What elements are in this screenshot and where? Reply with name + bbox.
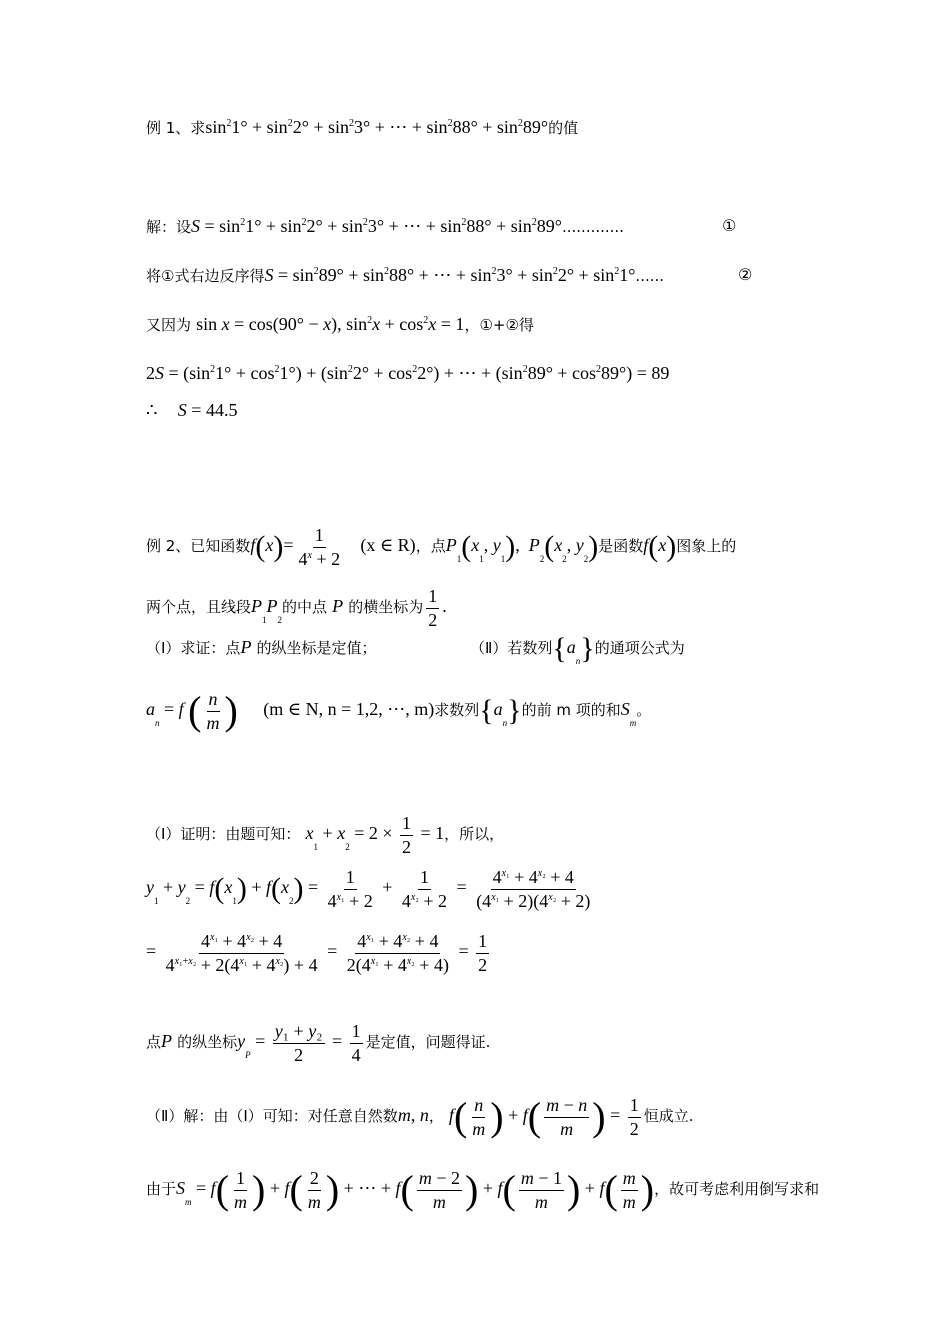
proof-part1-line-2: $y_1 + y_2 = f(x_1) + f(x_2)$ = $\frac{1}{4^{x_1} + 2}$ + $\frac{1}{4^{x_2} + 2}$ = $\frac{4^{x_1} + 4^{x_2} + 4}{(4^{x_1} + 2)(4^{x_2} + 2)}$	[146, 867, 591, 911]
reversed-sum: $S = \sin^289^\circ + \sin^288^\circ$ + ⋯ + $\sin^23^\circ + \sin^22^\circ + \sin^21^\circ$	[264, 265, 636, 285]
example1-title: 例 1、求$\sin^21^\circ + \sin^22^\circ + \sin^23^\circ$ + ⋯ + $\sin^288^\circ + \sin^289^\circ$的值	[146, 117, 579, 137]
equation-mark-1: ①	[722, 216, 737, 235]
example2-line-2: 两个点，且线段$P_1P_2$的中点 P 的横坐标为 $\frac{1}{2}$ .	[146, 586, 447, 630]
sum-definition: $S = \sin^21^\circ + \sin^22^\circ + \sin^23^\circ$ + ⋯ + $\sin^288^\circ + \sin^289^\circ$	[191, 216, 562, 236]
identity: sin x = cos(90° − x), $\sin^2x + \cos^2x = 1$	[196, 314, 465, 334]
proof-part1-conclusion: 点P 的纵坐标$y_P$ = $\frac{\text{y₁ + y₂}}{2}$ = $\frac{1}{4}$ 是定值，问题得证.	[146, 1021, 491, 1065]
therefore-symbol: ∴	[146, 400, 158, 420]
solution-line-4	[146, 364, 669, 382]
solution-part2-line-1: （Ⅱ）解：由（Ⅰ）可知：对任意自然数m, n， f( $\frac{n}{m}$ ) + f( $\frac{m - n}{m}$ ) = $\frac{1}{2}$ 恒成立.	[146, 1094, 694, 1139]
example2-title: 例 2、已知函数f(x)= $\frac{1}{4^x + 2}$ (x ∈ R)，点$P_1(x_1$, $y_1$), $P_2(x_2$, $y_2$)是函数f(x)图象上的	[146, 525, 737, 569]
solution-line-3: 又因为 sin x = cos(90° − x), $\sin^2x + \cos^2x = 1$，①+②得	[146, 314, 534, 334]
condition: (m ∈ N, n = 1,2, ⋯, m)	[263, 699, 435, 720]
points: $P_1(x_1$, $y_1$), $P_2(x_2$, $y_2$)	[445, 530, 599, 565]
proof-part1-line-3: = $\frac{4^{x_1} + 4^{x_2} + 4}{4^{x_1+x_2} + 2(4^{x_1} + 4^{x_2}) + 4}$ = $\frac{4^{x_1} + 4^{x_2} + 4}{2(4^{x_1} + 4^{x_2} + 4)}$ = $\frac{1}{2}$	[146, 931, 488, 975]
domain: (x ∈ R)	[360, 535, 416, 556]
example2-question-2: （Ⅱ）若数列$\{a_n\}$的通项公式为	[470, 631, 685, 666]
solution-result: ∴ S = 44.5	[146, 400, 238, 420]
sequence-definition: $a_n = f$ ( $\frac{n}{m}$ ) (m ∈ N, n = 1,2, ⋯, m)求数列$\{a_n\}$的前 m 项的和$S_m$。	[146, 688, 652, 733]
doubled-sum: $2S = (\sin^21^\circ + \cos^21^\circ) + (\sin^22^\circ + \cos^22^\circ)$ + ⋯ + $(\sin^289^\circ + \cos^289^\circ) = 89$	[146, 363, 670, 383]
example2-questions: （Ⅰ）求证：点P 的纵坐标是定值；	[146, 637, 377, 657]
equation-mark-2: ②	[738, 265, 753, 284]
answer-value: 44.5	[205, 400, 238, 420]
example1-label: 例 1、求	[146, 119, 206, 137]
solution-line-1: 解：设$S = \sin^21^\circ + \sin^22^\circ + \sin^23^\circ$ + ⋯ + $\sin^288^\circ + \sin^289^\circ$.............	[146, 216, 624, 236]
proof-part1-line-1: （Ⅰ）证明：由题可知： $x_1 + x_2 = 2$ × $\frac{1}{2}$ = 1，所以，	[146, 813, 505, 857]
function-definition: f(x)= $\frac{1}{4^x + 2}$	[250, 525, 341, 569]
example1-expression: $\sin^21^\circ + \sin^22^\circ + \sin^23^\circ$ + ⋯ + $\sin^288^\circ + \sin^289^\circ$	[205, 117, 549, 137]
solution-line-2: 将①式右边反序得$S = \sin^289^\circ + \sin^288^\circ$ + ⋯ + $\sin^23^\circ + \sin^22^\circ + \sin^21^\circ$......	[146, 265, 665, 285]
solution-part2-line-2: 由于$S_m = f$( $\frac{1}{m}$ ) + f( $\frac{2}{m}$ ) + ⋯ + f( $\frac{m - 2}{m}$ ) + f( $\frac{m - 1}{m}$ ) + f( $\frac{m}{m}$ )，故可考虑利用倒写求和	[146, 1167, 820, 1212]
